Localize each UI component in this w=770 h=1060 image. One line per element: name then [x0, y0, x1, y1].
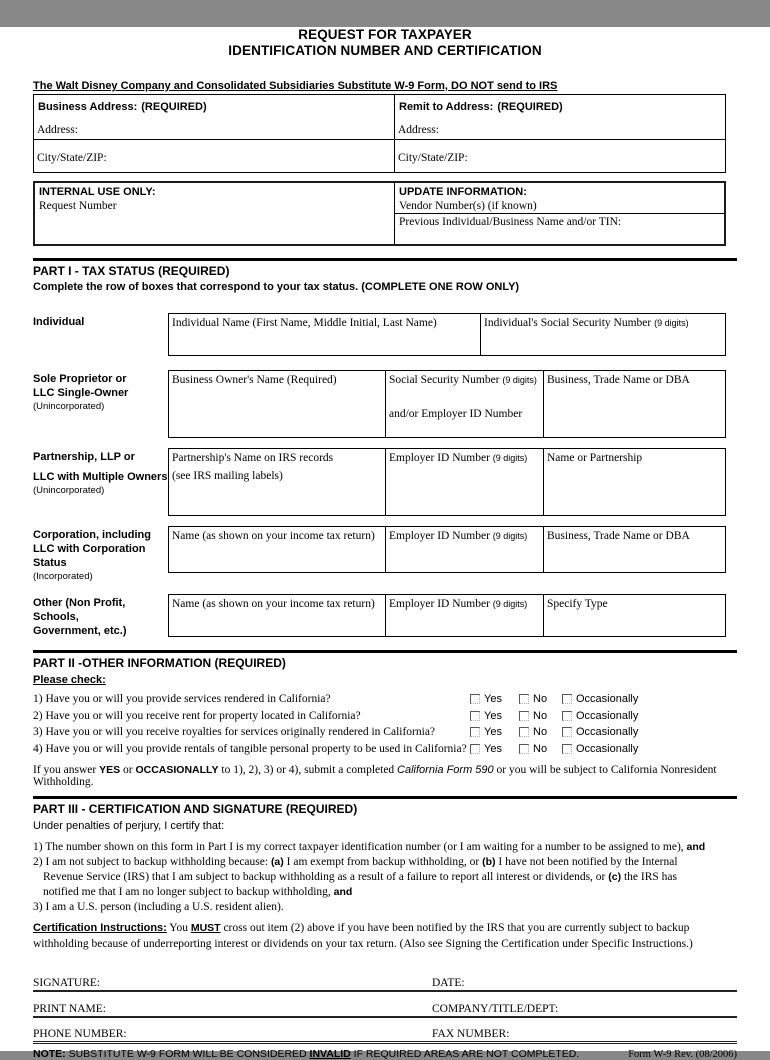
taxrow-other	[33, 594, 737, 638]
invalid-emphasis: INVALID	[309, 1048, 351, 1060]
part1-heading: PART I - TAX STATUS (REQUIRED)	[33, 264, 230, 278]
remit-address-required: (REQUIRED)	[497, 101, 563, 113]
dba-field[interactable]	[544, 527, 725, 572]
yes-label: Yes	[484, 693, 502, 706]
taxrow-label-note: (Unincorporated)	[33, 401, 105, 412]
taxrow-label-line: LLC with Corporation Status	[33, 543, 146, 569]
internal-use-label: INTERNAL USE ONLY:	[39, 186, 156, 198]
company-title-dept-label: COMPANY/TITLE/DEPT:	[432, 1003, 559, 1015]
digits-note: (9 digits)	[502, 375, 537, 385]
question-row-4	[33, 741, 737, 758]
partnership-name-field[interactable]	[169, 449, 386, 515]
footer-note-row	[33, 1048, 737, 1060]
cell-label: Employer ID Number	[389, 530, 490, 542]
must-emphasis: MUST	[190, 922, 221, 934]
other-name-field[interactable]	[169, 595, 386, 636]
checkbox-yes-q3[interactable]	[470, 727, 480, 737]
and-emphasis: and	[686, 841, 706, 853]
invalid-note	[33, 1048, 579, 1060]
perjury-intro: Under penalties of perjury, I certify that:	[33, 820, 225, 832]
part2-heading: PART II -OTHER INFORMATION (REQUIRED)	[33, 656, 286, 670]
digits-note: (9 digits)	[492, 599, 528, 609]
w9-form-page	[0, 27, 770, 1060]
part2-questions	[33, 691, 737, 757]
occasionally-label: Occasionally	[576, 693, 639, 706]
digits-note: (9 digits)	[492, 453, 528, 463]
printname-company-row	[33, 992, 737, 1018]
print-name-label: PRINT NAME:	[33, 1003, 106, 1015]
occasionally-label: Occasionally	[576, 742, 639, 755]
item-text: I am exempt from backup withholding, or	[283, 856, 483, 868]
part3-heading: PART III - CERTIFICATION AND SIGNATURE (REQUIRED)	[33, 802, 358, 816]
cell-label: Employer ID Number	[389, 598, 490, 610]
checkbox-no-q3[interactable]	[519, 727, 529, 737]
taxrow-label-note: (Incorporated)	[33, 571, 93, 582]
part1-instruction: Complete the row of boxes that correspond to your tax status. (COMPLETE ONE ROW ONLY)	[33, 281, 520, 293]
question-text: 1) Have you or will you provide services rendered in California?	[33, 693, 331, 706]
ssn-ein-field[interactable]	[386, 371, 544, 437]
item-text: Revenue Service (IRS) that I am subject to backup withholding as a result of a failure to report all interest or dividends, or	[43, 871, 609, 883]
ein-field[interactable]	[386, 527, 544, 572]
business-address-label: Business Address:	[38, 101, 138, 113]
yes-label: Yes	[484, 726, 502, 739]
cell-label: Employer ID Number	[389, 452, 490, 464]
form-title-line2: IDENTIFICATION NUMBER AND CERTIFICATION	[228, 43, 542, 58]
cert-item-2	[33, 855, 737, 900]
checkbox-no-q2[interactable]	[519, 711, 529, 721]
cell-label: Name (as shown on your income tax return)	[172, 530, 375, 542]
note-label: NOTE:	[33, 1048, 66, 1060]
partnership-alt-name-field[interactable]	[544, 449, 725, 515]
question-row-3	[33, 724, 737, 741]
request-number-label: Request Number	[39, 200, 117, 212]
checkbox-occasionally-q2[interactable]	[562, 711, 572, 721]
taxrow-label-line: LLC with Multiple Owners	[33, 471, 168, 483]
taxrow-label-line: Partnership, LLP or	[33, 451, 135, 463]
no-label: No	[533, 726, 548, 739]
cell-label: Individual's Social Security Number	[484, 317, 652, 329]
cell-label: Business, Trade Name or DBA	[547, 530, 690, 542]
cell-label: Social Security Number	[389, 374, 500, 386]
question-text: 2) Have you or will you receive rent for property located in California?	[33, 709, 361, 722]
taxrow-label-line: LLC Single-Owner	[33, 387, 129, 399]
cert-instructions-label: Certification Instructions:	[33, 922, 167, 934]
taxrow-sole-proprietor-box	[168, 370, 726, 438]
cell-label: Individual Name (First Name, Middle Initial, Last Name)	[172, 317, 437, 329]
taxrow-label-line: Government, etc.)	[33, 625, 127, 637]
occasionally-label: Occasionally	[576, 709, 639, 722]
taxrow-individual	[33, 313, 737, 356]
taxrow-label-line: Sole Proprietor or	[33, 373, 127, 385]
california-form-590-reference: California Form 590	[397, 764, 494, 776]
footer-text: or	[120, 764, 136, 776]
question-row-2	[33, 708, 737, 725]
date-label: DATE:	[432, 977, 465, 989]
vendor-number-field[interactable]: Vendor Number(s) (if known)	[395, 198, 724, 214]
taxrow-label-note: (Unincorporated)	[33, 485, 105, 496]
taxrow-label-line: Corporation, including	[33, 529, 151, 541]
signature-label: SIGNATURE:	[33, 977, 101, 989]
yes-label: Yes	[484, 709, 502, 722]
cert-item-1	[33, 840, 737, 855]
part2-rule	[33, 650, 737, 653]
taxrow-sole-proprietor	[33, 370, 737, 438]
no-label: No	[533, 709, 548, 722]
part2-footer-note	[33, 764, 737, 788]
footer-text: or you will be subject to California Nonresident Withholding.	[33, 764, 717, 788]
cell-label: and/or Employer ID Number	[389, 408, 523, 420]
item-text: I have not been notified by the Internal	[495, 856, 678, 868]
cert-text: cross out item (2) above if you have been notified by the IRS that you are currently subject to backup withholding because of underreporting interest or dividends on your tax return. (Also see Signing the Certification under Specific Instructions.)	[33, 922, 693, 950]
form-title	[33, 27, 737, 59]
ein-field[interactable]	[386, 449, 544, 515]
remit-address-label: Remit to Address:	[399, 101, 494, 113]
cell-label: (see IRS mailing labels)	[172, 470, 283, 482]
checkbox-occasionally-q1[interactable]	[562, 694, 572, 704]
corporation-name-field[interactable]	[169, 527, 386, 572]
taxrow-label-line: Individual	[33, 316, 85, 328]
part3-rule	[33, 796, 737, 799]
dba-field[interactable]	[544, 371, 725, 437]
business-address-cell[interactable]	[34, 95, 395, 172]
b-emphasis: (b)	[482, 856, 496, 868]
checkbox-yes-q4[interactable]	[470, 744, 480, 754]
item-text: notified me that I am no longer subject to backup withholding,	[43, 886, 334, 898]
remit-address-field-label: Address:	[398, 124, 439, 136]
item-text: 2) I am not subject to backup withholding because:	[33, 856, 271, 868]
no-label: No	[533, 693, 548, 706]
part1-rule	[33, 258, 737, 261]
specify-type-field[interactable]	[544, 595, 725, 636]
update-information-cell	[395, 183, 724, 244]
certification-instructions	[33, 920, 737, 952]
business-address-field-label: Address:	[37, 124, 78, 136]
checkbox-occasionally-q4[interactable]	[562, 744, 572, 754]
business-address-required: (REQUIRED)	[141, 101, 207, 113]
address-divider	[34, 139, 394, 140]
individual-name-field[interactable]	[169, 314, 481, 355]
taxrow-other-box	[168, 594, 726, 637]
no-label: No	[533, 742, 548, 755]
a-emphasis: (a)	[270, 856, 284, 868]
ein-field[interactable]	[386, 595, 544, 636]
checkbox-yes-q2[interactable]	[470, 711, 480, 721]
cell-label: Business Owner's Name (Required)	[172, 374, 337, 386]
signature-date-row	[33, 966, 737, 992]
checkbox-occasionally-q3[interactable]	[562, 727, 572, 737]
checkbox-yes-q1[interactable]	[470, 694, 480, 704]
taxrow-partnership-label	[33, 448, 168, 498]
phone-fax-row	[33, 1018, 737, 1044]
owner-name-field[interactable]	[169, 371, 386, 437]
c-emphasis: (c)	[608, 871, 622, 883]
question-row-1	[33, 691, 737, 708]
internal-update-box	[33, 181, 726, 246]
item-text: the IRS has	[621, 871, 678, 883]
form-subtitle: The Walt Disney Company and Consolidated Subsidiaries Substitute W-9 Form, DO NOT send to IRS	[33, 80, 558, 92]
taxrow-individual-box	[168, 313, 726, 356]
business-city-field-label: City/State/ZIP:	[37, 152, 107, 164]
taxrow-partnership	[33, 448, 737, 516]
cell-label: Business, Trade Name or DBA	[547, 374, 690, 386]
checkbox-no-q4[interactable]	[519, 744, 529, 754]
taxrow-corporation-label	[33, 526, 168, 584]
update-information-label: UPDATE INFORMATION:	[399, 186, 527, 198]
address-divider	[395, 139, 725, 140]
occasionally-emphasis: OCCASIONALLY	[135, 764, 219, 776]
cert-text: You	[166, 922, 191, 934]
cell-label: Name (as shown on your income tax return)	[172, 598, 375, 610]
footer-text: to 1), 2), 3) or 4), submit a completed	[218, 764, 398, 776]
cell-label: Partnership's Name on IRS records	[172, 452, 334, 464]
checkbox-no-q1[interactable]	[519, 694, 529, 704]
taxrow-corporation	[33, 526, 737, 584]
individual-ssn-field[interactable]	[481, 314, 725, 355]
remit-address-cell[interactable]	[395, 95, 725, 172]
item-text: 1) The number shown on this form in Part I is my correct taxpayer identification number (or I am waiting for a number to be assigned to me),	[33, 841, 687, 853]
footer-text: If you answer	[33, 764, 100, 776]
taxrow-sole-proprietor-label	[33, 370, 168, 414]
taxrow-partnership-box	[168, 448, 726, 516]
yes-label: Yes	[484, 742, 502, 755]
digits-note: (9 digits)	[492, 531, 528, 541]
question-text: 4) Have you or will you provide rentals of tangible personal property to be used in California?	[33, 742, 467, 755]
remit-city-field-label: City/State/ZIP:	[398, 152, 468, 164]
cell-label: Name or Partnership	[547, 452, 643, 464]
question-text: 3) Have you or will you receive royalties for services originally rendered in California?	[33, 726, 436, 739]
cert-item-3: 3) I am a U.S. person (including a U.S. resident alien).	[33, 901, 284, 913]
cell-label: Specify Type	[547, 598, 608, 610]
certification-items	[33, 840, 737, 915]
note-text: IF REQUIRED AREAS ARE NOT COMPLETED.	[350, 1048, 580, 1060]
taxrow-corporation-box	[168, 526, 726, 573]
phone-number-label: PHONE NUMBER:	[33, 1028, 127, 1040]
fax-number-label: FAX NUMBER:	[432, 1028, 510, 1040]
taxrow-label-line: Other (Non Profit, Schools,	[33, 597, 126, 623]
note-text: SUBSTITUTE W-9 FORM WILL BE CONSIDERED	[65, 1048, 310, 1060]
form-title-line1: REQUEST FOR TAXPAYER	[298, 27, 472, 42]
taxrow-other-label	[33, 594, 168, 638]
internal-use-cell[interactable]	[35, 183, 395, 244]
form-revision: Form W-9 Rev. (08/2006)	[628, 1049, 737, 1060]
yes-emphasis: YES	[99, 764, 121, 776]
taxrow-individual-label	[33, 313, 168, 329]
address-box	[33, 94, 726, 173]
previous-name-tin-field[interactable]: Previous Individual/Business Name and/or TIN:	[399, 216, 622, 228]
digits-note: (9 digits)	[654, 318, 689, 328]
please-check-label: Please check:	[33, 674, 106, 686]
and-emphasis: and	[333, 886, 353, 898]
occasionally-label: Occasionally	[576, 726, 639, 739]
